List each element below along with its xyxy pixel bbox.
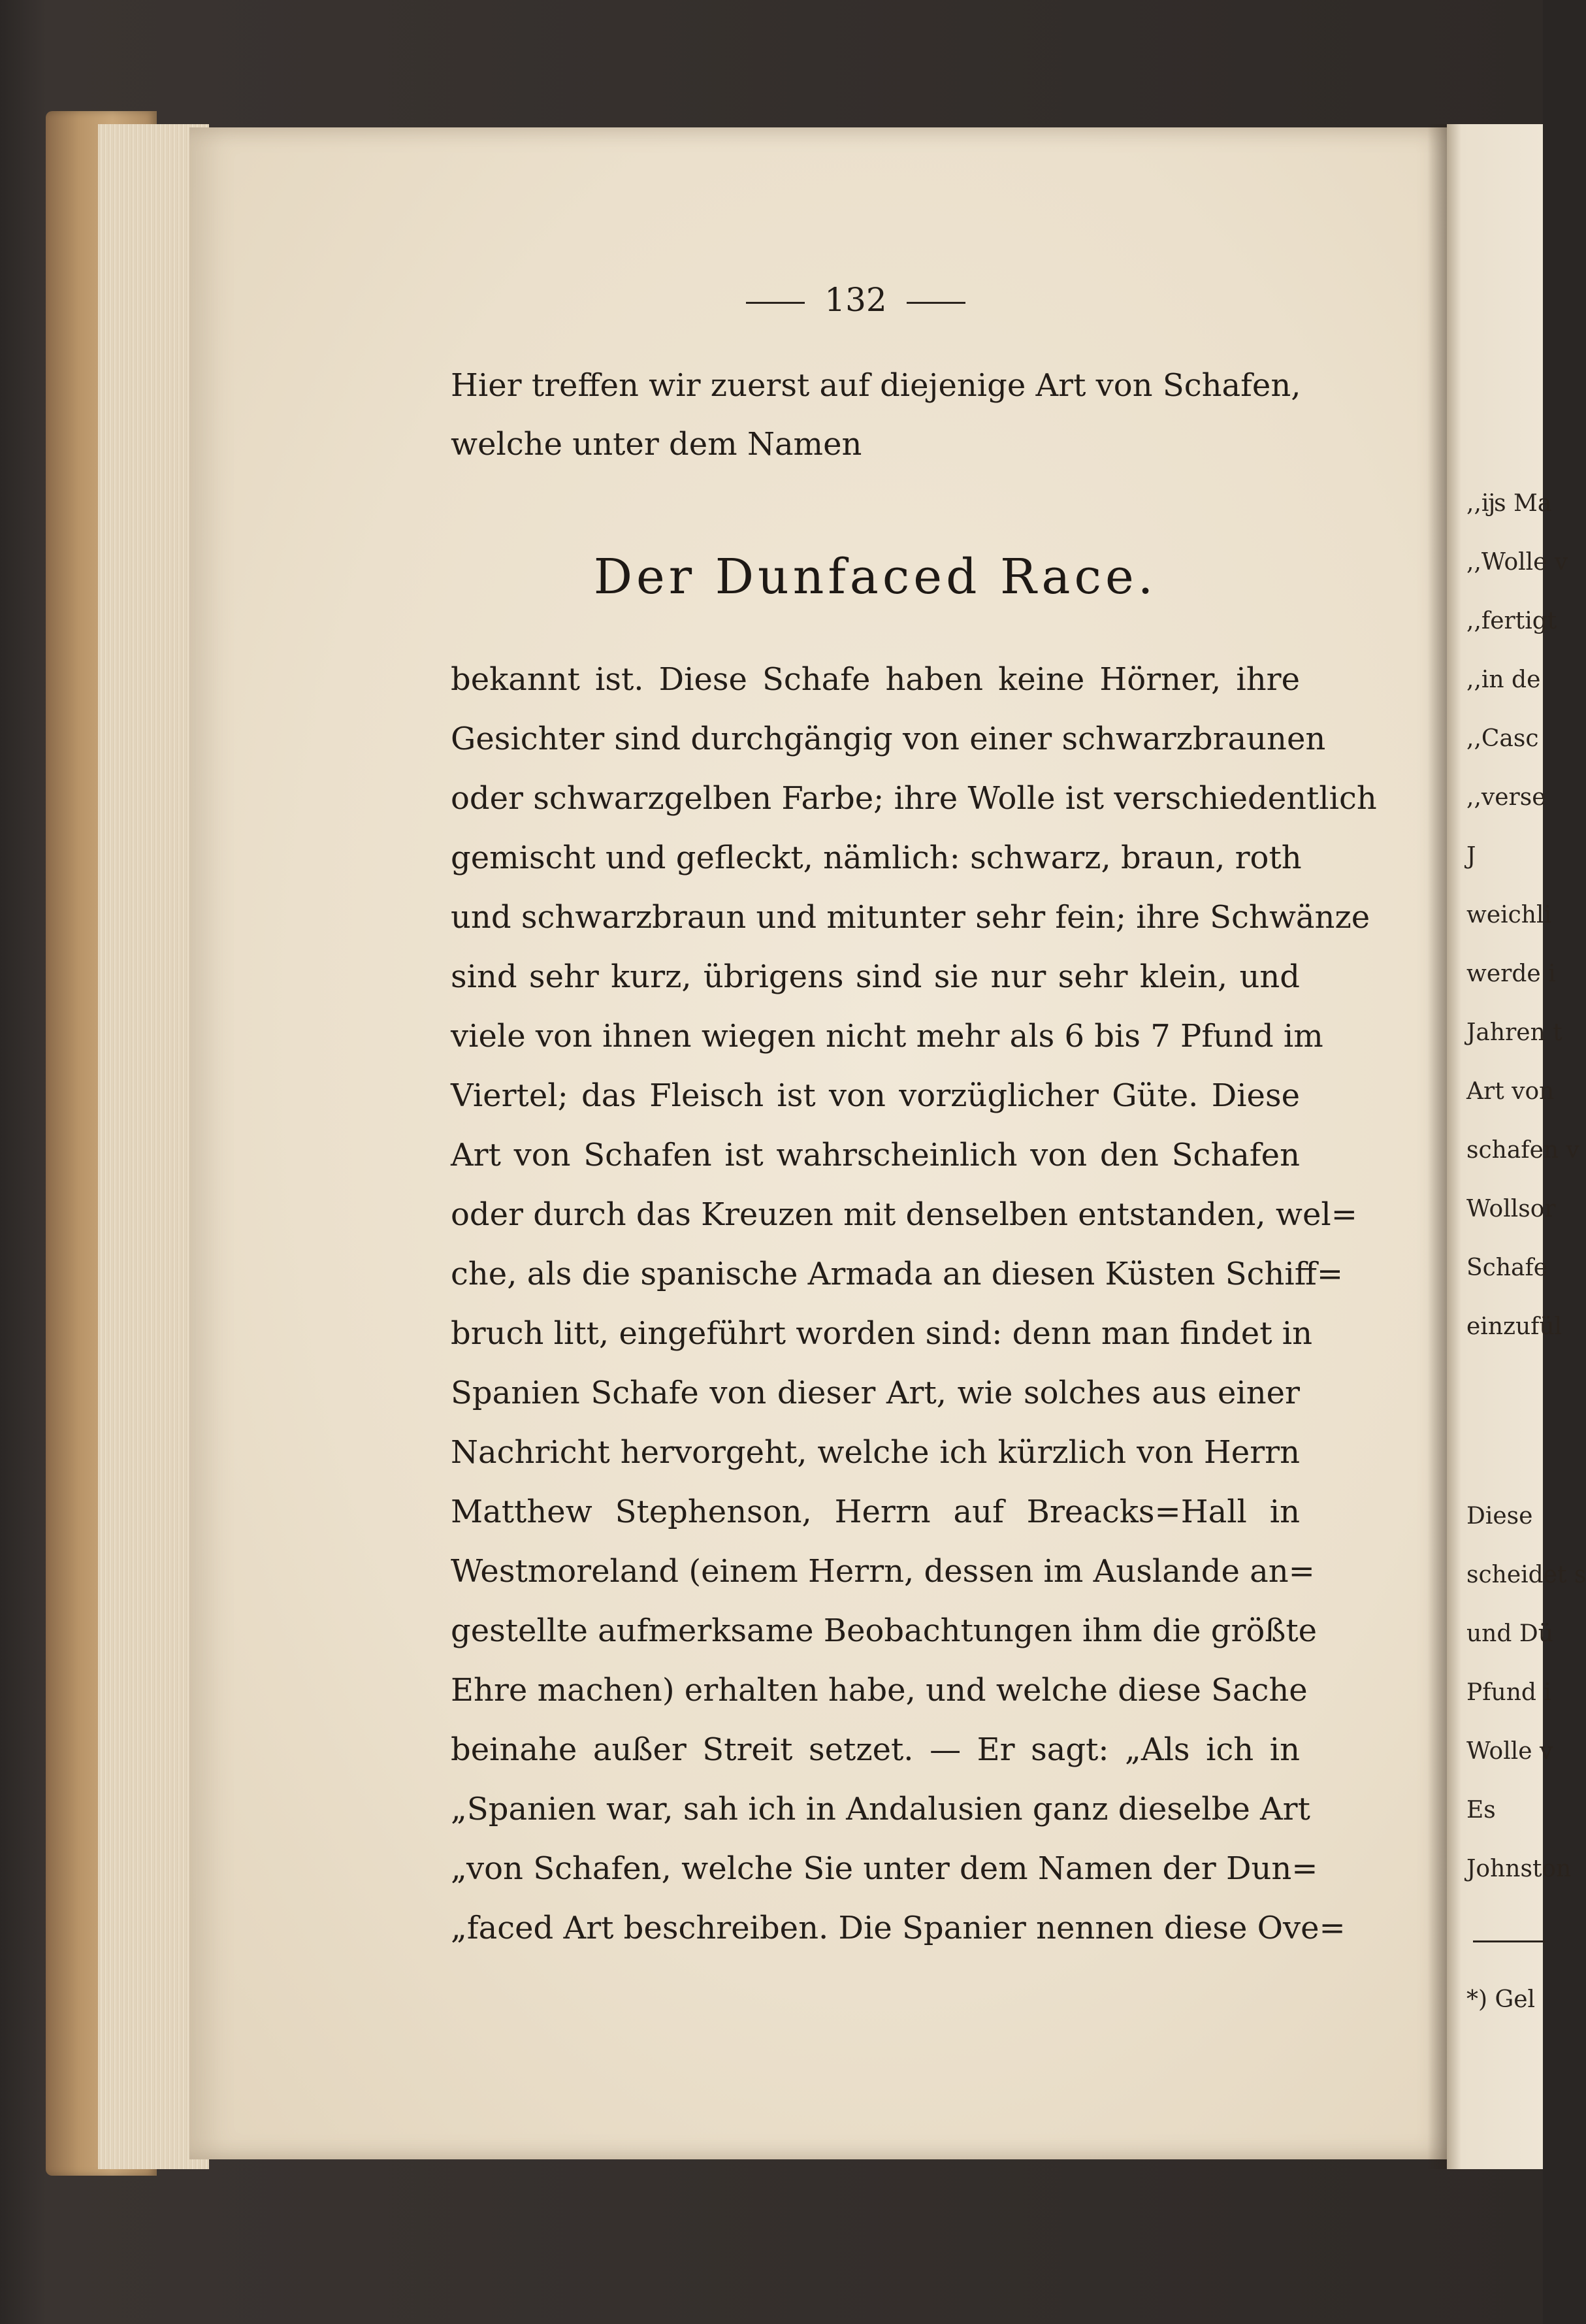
facing-page-line: ,,Wolle v (1466, 549, 1568, 576)
body-line: Gesichter sind durchgängig von einer schwarzbraunen (451, 721, 1326, 757)
footnote-rule (1473, 1940, 1545, 1942)
page-number: 132 (824, 281, 887, 319)
facing-page-line: schafen v (1466, 1137, 1579, 1164)
header-dash-left (746, 302, 805, 304)
body-line: „Spanien war, sah ich in Andalusien ganz dieselbe Art (451, 1791, 1310, 1827)
body-line: oder durch das Kreuzen mit denselben entstanden, wel= (451, 1196, 1357, 1233)
body-line: gemischt und gefleckt, nämlich: schwarz, braun, roth (451, 840, 1302, 876)
body-line: Ehre machen) erhalten habe, und welche diese Sache (451, 1672, 1308, 1709)
facing-page-line: Schafe (1466, 1254, 1548, 1281)
body-line: Matthew Stephenson, Herrn auf Breacks=Hall in (451, 1494, 1300, 1530)
facing-page-line: einzufül (1466, 1313, 1562, 1340)
facing-page-line: werde i (1466, 960, 1556, 987)
body-line: gestellte aufmerksame Beobachtungen ihm die größte (451, 1612, 1318, 1649)
facing-page-line: und Dü (1466, 1620, 1553, 1647)
facing-page-line: Pfund i (1466, 1679, 1551, 1706)
intro-line: Hier treffen wir zuerst auf diejenige Art von Schafen, (451, 367, 1301, 404)
header-dash-right (907, 302, 965, 304)
body-line: beinahe außer Streit setzet. — Er sagt: „Als ich in (451, 1731, 1300, 1768)
facing-page-line: Diese (1466, 1503, 1533, 1530)
body-line: bruch litt, eingeführt worden sind: denn man findet in (451, 1315, 1313, 1352)
body-line: viele von ihnen wiegen nicht mehr als 6 bis 7 Pfund im (451, 1018, 1323, 1055)
facing-page-line: J (1466, 843, 1476, 870)
body-line: sind sehr kurz, übrigens sind sie nur sehr klein, und (451, 958, 1300, 995)
facing-page-line: Wolle v (1466, 1738, 1553, 1765)
facing-page-line: *) Gel (1466, 1986, 1536, 2013)
facing-page-line: ,,Casc (1466, 725, 1539, 752)
body-line: Viertel; das Fleisch ist von vorzüglicher Güte. Diese (451, 1077, 1300, 1114)
body-line: Westmoreland (einem Herrn, dessen im Auslande an= (451, 1553, 1315, 1590)
section-heading: Der Dunfaced Race. (593, 549, 1157, 605)
body-line: Nachricht hervorgeht, welche ich kürzlich von Herrn (451, 1434, 1300, 1471)
body-line: Art von Schafen ist wahrscheinlich von den Schafen (451, 1137, 1300, 1173)
page-number-header (712, 281, 999, 319)
facing-page-line: ,,in de (1466, 666, 1541, 693)
body-line: „faced Art beschreiben. Die Spanier nennen diese Ove= (451, 1910, 1346, 1946)
body-line: „von Schafen, welche Sie unter dem Namen der Dun= (451, 1850, 1318, 1887)
facing-page-line: ,,ĳs Ma (1466, 490, 1552, 517)
facing-page-line: Johnston (1466, 1856, 1572, 1882)
body-line: che, als die spanische Armada an diesen Küsten Schiff= (451, 1256, 1344, 1292)
body-line: bekannt ist. Diese Schafe haben keine Hörner, ihre (451, 661, 1300, 698)
facing-page-line: ,,fertigt (1466, 608, 1557, 634)
facing-page-line: weichli (1466, 902, 1552, 928)
facing-page-line: Jahren t (1466, 1019, 1562, 1046)
intro-line: welche unter dem Namen (451, 426, 862, 463)
body-line: Spanien Schafe von dieser Art, wie solches aus einer (451, 1375, 1300, 1411)
facing-page-line: ,,verse (1466, 784, 1546, 811)
facing-page-line: scheidet s (1466, 1562, 1586, 1588)
facing-page-line: Es (1466, 1797, 1496, 1824)
body-line: oder schwarzgelben Farbe; ihre Wolle ist verschiedentlich (451, 780, 1377, 817)
body-line: und schwarzbraun und mitunter sehr fein; ihre Schwänze (451, 899, 1370, 936)
facing-page (1447, 124, 1586, 2169)
facing-page-line: Wollsor (1466, 1196, 1556, 1222)
facing-page-line: Art von (1466, 1078, 1555, 1105)
